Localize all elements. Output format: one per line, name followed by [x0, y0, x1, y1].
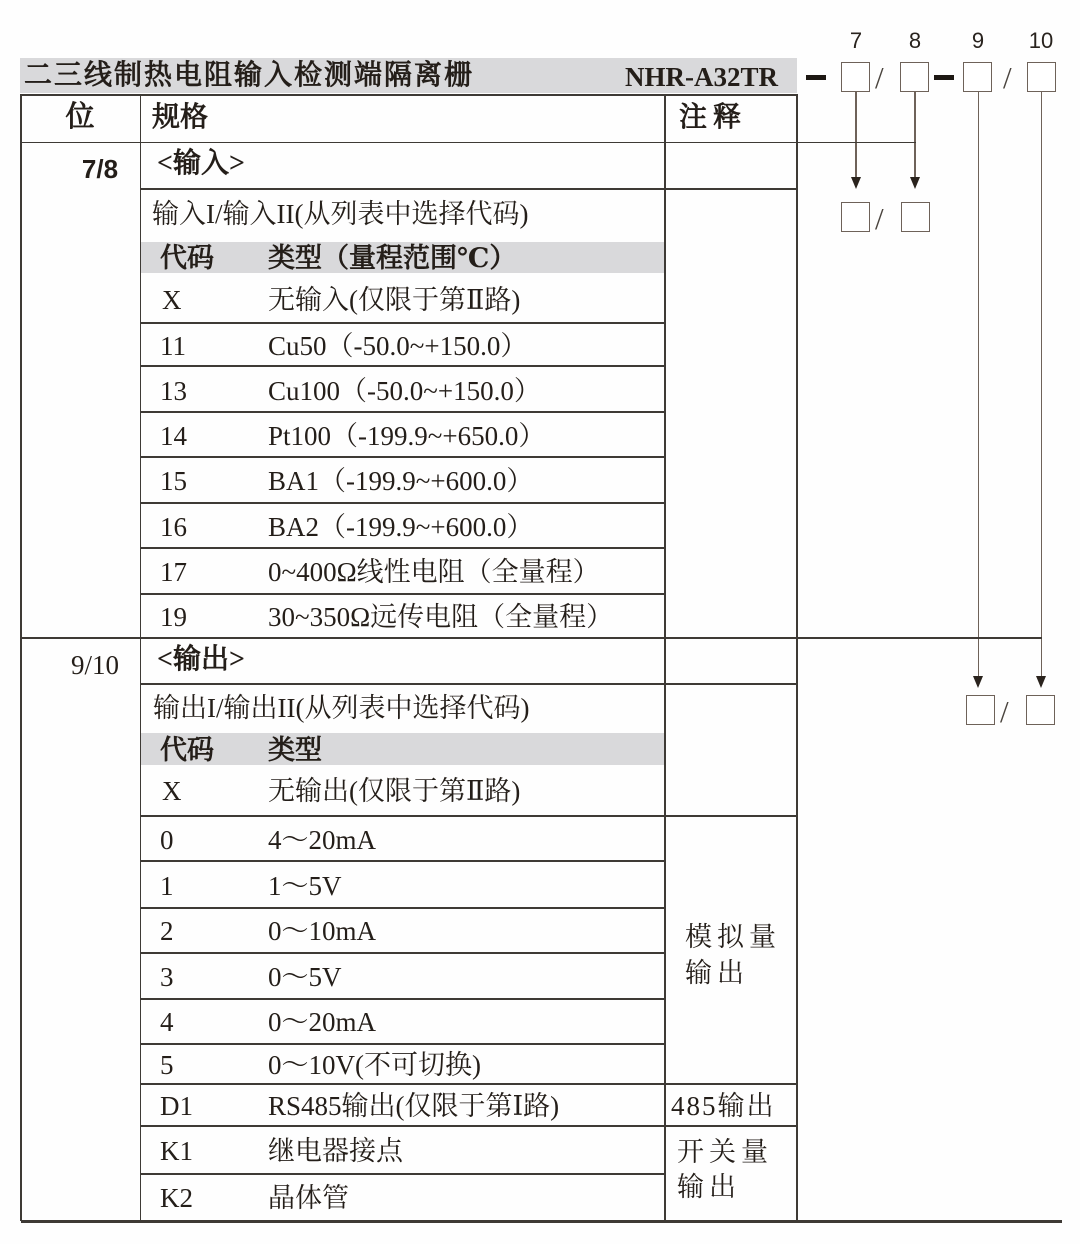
code-cell: 3: [160, 962, 174, 992]
code-cell: 14: [160, 421, 187, 451]
row-divider: [140, 188, 797, 190]
row-divider: [140, 907, 664, 909]
arrow-down-icon: [1036, 676, 1046, 688]
row-divider: [140, 547, 664, 549]
code-cell: 5: [160, 1050, 174, 1080]
digit-10-label: 10: [1028, 28, 1054, 53]
type-cell: RS485输出(仅限于第Ⅰ路): [268, 1091, 560, 1121]
type-cell: Cu50（-50.0~+150.0）: [268, 331, 528, 361]
arrow-down-icon: [851, 177, 861, 189]
code-cell: 15: [160, 466, 187, 496]
type-cell: 无输入(仅限于第Ⅱ路): [268, 285, 521, 315]
code-cell: 4: [160, 1007, 174, 1037]
table-border-right: [796, 94, 798, 1221]
header-note: 注释: [679, 102, 748, 133]
note-analog-output-line1: 模拟量: [685, 922, 781, 952]
code-cell: 19: [160, 602, 187, 632]
header-spec: 规格: [152, 102, 209, 133]
leader-line-7: [855, 92, 857, 178]
row-divider: [140, 860, 664, 862]
input-code-header: 代码: [160, 243, 214, 273]
code-cell: 16: [160, 512, 187, 542]
input-subtitle: 输入I/输入II(从列表中选择代码): [152, 199, 529, 229]
note-switch-output-line2: 输出: [677, 1172, 741, 1202]
type-cell: 无输出(仅限于第Ⅱ路): [268, 776, 521, 806]
leader-line-8: [914, 92, 916, 178]
output-subtitle: 输出I/输出II(从列表中选择代码): [153, 693, 530, 723]
type-cell: 继电器接点: [268, 1136, 403, 1166]
output-code-header: 代码: [160, 735, 214, 765]
arrow-down-icon: [973, 676, 983, 688]
table-border-top: [20, 94, 797, 96]
output-code-2-box: [1026, 695, 1055, 725]
digit-9-box: [963, 62, 992, 92]
row-divider: [140, 1173, 664, 1175]
leader-line-10: [1041, 92, 1043, 677]
table-border-left: [20, 94, 22, 1221]
input-section-title: <输入>: [157, 148, 245, 179]
slash-separator: /: [875, 201, 884, 236]
code-cell: D1: [160, 1091, 193, 1121]
type-cell: 1～5V: [268, 871, 342, 901]
row-divider: [140, 365, 664, 367]
input-code-1-box: [841, 202, 870, 232]
type-cell: BA1（-199.9~+600.0）: [268, 466, 534, 496]
row-divider: [140, 1125, 797, 1127]
code-cell: 17: [160, 557, 187, 587]
digit-7-label: 7: [849, 28, 863, 53]
slash-separator: /: [1003, 60, 1012, 95]
output-section-title: <输出>: [157, 644, 245, 675]
input-type-header: 类型（量程范围℃）: [268, 243, 517, 273]
row-divider: [140, 411, 664, 413]
digit-8-box: [900, 62, 929, 92]
section-divider-line: [20, 637, 1042, 639]
code-cell: 2: [160, 916, 174, 946]
output-code-header-bar: [141, 733, 664, 765]
type-cell: Cu100（-50.0~+150.0）: [268, 376, 541, 406]
code-cell: X: [162, 285, 182, 315]
arrow-down-icon: [910, 177, 920, 189]
row-divider: [140, 502, 664, 504]
type-cell: Pt100（-199.9~+650.0）: [268, 421, 546, 451]
row-divider: [140, 1043, 664, 1045]
position-7-8: 7/8: [81, 154, 119, 184]
slash-separator: /: [1000, 694, 1009, 729]
digit-9-label: 9: [971, 28, 985, 53]
type-cell: 0～10mA: [268, 916, 376, 946]
code-cell: 13: [160, 376, 187, 406]
type-cell: 4～20mA: [268, 825, 376, 855]
output-type-header: 类型: [268, 735, 322, 765]
code-cell: K1: [160, 1136, 193, 1166]
code-cell: 1: [160, 871, 174, 901]
output-code-1-box: [966, 695, 995, 725]
type-cell: BA2（-199.9~+600.0）: [268, 512, 534, 542]
note-rs485-output: 485输出: [671, 1091, 776, 1121]
row-divider: [140, 815, 797, 817]
code-cell: X: [162, 776, 182, 806]
code-cell: 0: [160, 825, 174, 855]
digit-8-label: 8: [908, 28, 922, 53]
type-cell: 晶体管: [268, 1183, 349, 1213]
position-9-10: 9/10: [70, 650, 119, 680]
row-divider: [140, 456, 664, 458]
row-divider: [140, 322, 664, 324]
dash-separator-icon: [806, 75, 826, 80]
note-analog-output-line2: 输出: [685, 958, 749, 988]
type-cell: 30~350Ω远传电阻（全量程）: [268, 602, 614, 632]
dash-separator-icon: [934, 75, 954, 80]
note-switch-output-line1: 开关量: [677, 1137, 773, 1167]
type-cell: 0~400Ω线性电阻（全量程）: [268, 557, 600, 587]
row-divider: [140, 593, 664, 595]
digit-10-box: [1027, 62, 1056, 92]
type-cell: 0～20mA: [268, 1007, 376, 1037]
type-cell: 0～10V(不可切换): [268, 1050, 481, 1080]
row-divider: [140, 998, 664, 1000]
type-cell: 0～5V: [268, 962, 342, 992]
slash-separator: /: [875, 60, 884, 95]
row-divider: [140, 683, 797, 685]
header-bottom-line: [20, 142, 916, 144]
header-position: 位: [65, 101, 95, 133]
page-title: 二三线制热电阻输入检测端隔离栅: [24, 60, 475, 91]
row-divider: [140, 1083, 797, 1085]
code-cell: 11: [160, 331, 186, 361]
input-code-2-box: [901, 202, 930, 232]
digit-7-box: [841, 62, 870, 92]
leader-line-9: [978, 92, 980, 677]
product-model: NHR-A32TR: [625, 62, 778, 92]
page-bottom-rule: [21, 1220, 1062, 1223]
code-cell: K2: [160, 1183, 193, 1213]
column-divider-note: [664, 94, 666, 1221]
row-divider: [140, 952, 664, 954]
